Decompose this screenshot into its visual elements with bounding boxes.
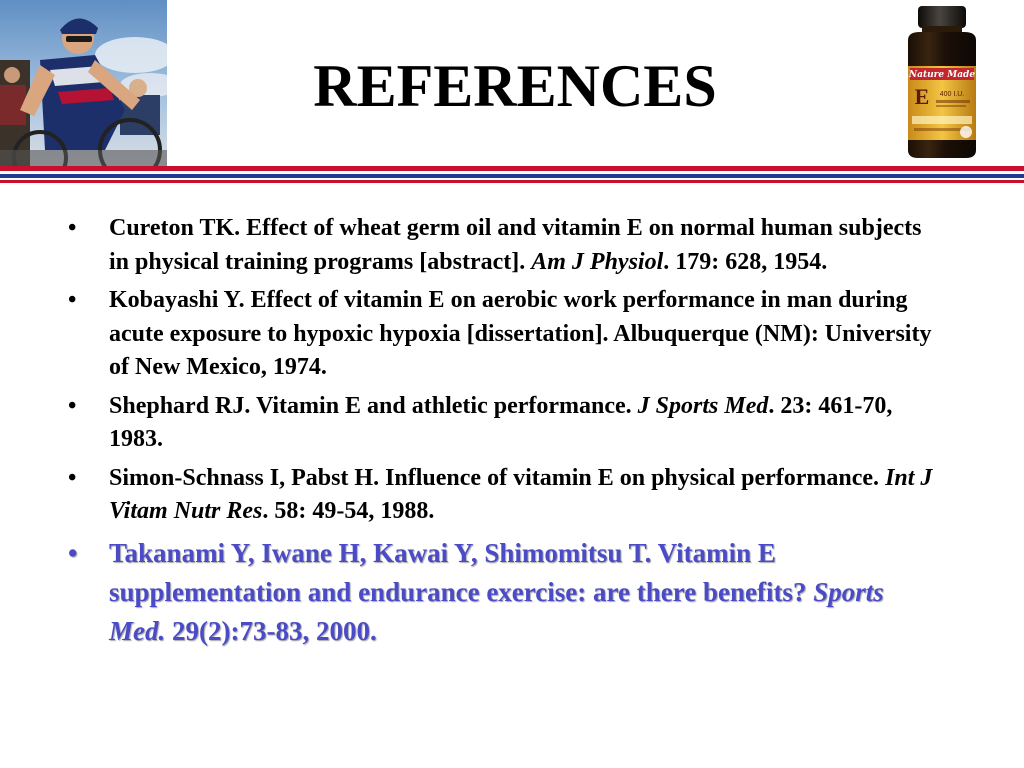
bottle-image [896, 4, 988, 160]
reference-list [66, 212, 936, 656]
divider-red-bottom [0, 180, 1024, 183]
bullet-icon: • [68, 537, 78, 568]
reference-text: Takanami Y, Iwane H, Kawai Y, Shimomitsu T. Vitamin E supplementation and endurance exercise: are there benefits? [109, 537, 814, 607]
reference-item [66, 212, 936, 279]
bottle-dose-label: 400 I.U. [939, 91, 965, 98]
bullet-icon: • [68, 464, 77, 491]
reference-item-highlighted [66, 534, 936, 651]
reference-text: Shephard RJ. Vitamin E and athletic performance. [109, 392, 638, 419]
reference-citation: . 23: 461-70, 1983. [109, 392, 893, 452]
reference-text: Cureton TK. Effect of wheat germ oil and vitamin E on normal human subjects in physical training programs [abstract]. [109, 215, 922, 275]
reference-journal: Int J Vitam Nutr Res [109, 464, 933, 524]
reference-citation: 29(2):73-83, 2000. [165, 615, 377, 646]
reference-item [66, 462, 936, 529]
reference-citation: . 179: 628, 1954. [663, 248, 828, 275]
reference-item [66, 390, 936, 457]
reference-citation: . 58: 49-54, 1988. [262, 498, 435, 524]
reference-journal: Sports Med. [109, 576, 884, 646]
vitamin-e-bottle-photo [896, 4, 988, 160]
bullet-icon: • [68, 287, 77, 313]
reference-journal: J Sports Med [637, 392, 769, 419]
bottle-letter-label: E [914, 84, 930, 109]
reference-item [66, 284, 936, 385]
reference-text: Kobayashi Y. Effect of vitamin E on aerobic work performance in man during acute exposure to hypoxic hypoxia [dissertation]. Albuquerque (NM): University of New Mexico, 1974. [109, 287, 932, 380]
bottle-brand-label: Nature Made [908, 70, 976, 80]
bullet-icon: • [68, 215, 77, 241]
bullet-icon: • [68, 392, 77, 419]
reference-journal: Am J Physiol [531, 248, 664, 275]
reference-text: Simon-Schnass I, Pabst H. Influence of vitamin E on physical performance. [109, 464, 886, 491]
page-title: REFERENCES [313, 53, 717, 119]
